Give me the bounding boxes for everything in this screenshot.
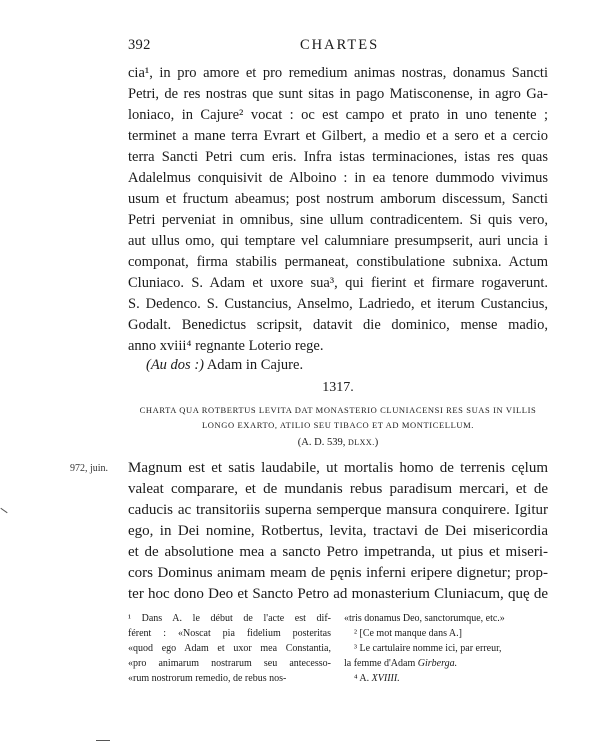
charter-date-sc: DLXX.: [347, 438, 375, 447]
footnote-text: la femme d'Adam: [344, 658, 418, 669]
charter-number: 1317.: [322, 380, 354, 395]
footnote-line: «pro animarum nostrarum seu antecesso-: [128, 658, 331, 669]
footnote-line: férent : «Noscat pia fidelium posteritas: [128, 628, 331, 639]
text-line: usum et fructum abeamus; post nostrum amborum discessum, Sancti: [128, 191, 548, 207]
text-line: valeat comparare, et de mundanis rebus paradisum mercari, et de: [128, 481, 548, 497]
charter-date-close: ): [374, 437, 379, 448]
text-line: terminet a mane terra Evrart et Gilbert, a medio et a sero et a cercio: [128, 128, 548, 144]
text-line: ter hoc dono Deo et Sancto Petro ad monasterium Cluniacum, quę de: [128, 586, 548, 602]
scan-mark: [96, 740, 110, 741]
footnote-line: [354, 672, 400, 686]
text-line: S. Dedenco. S. Custancius, Anselmo, Ladriedo, et iterum Custancius,: [128, 296, 548, 312]
footnote-line: ³ Le cartulaire nomme ici, par erreur,: [354, 643, 502, 654]
footnote-line: ² [Ce mot manque dans A.]: [354, 628, 462, 639]
footnote-line: ¹ Dans A. le début de l'acte est dif-: [128, 613, 331, 624]
footnote-line: «rum nostrorum remedio, de rebus nos-: [128, 673, 287, 684]
charter-title-line: LONGO EXARTO, ATILIO SEU TIBACO ET AD MONTICELLUM.: [202, 420, 474, 430]
text-line: aut ullus omo, qui temptare vel calumniare presumpserit, auri uncia i: [128, 233, 548, 249]
text-line: loniaco, in Cajure² vocat : oc est campo et prato in uno tenente ;: [128, 107, 548, 123]
charter-date-open: (A. D. 539,: [297, 437, 348, 448]
footnote-line: «tris donamus Deo, sanctorumque, etc.»: [344, 613, 505, 624]
text-line: Godalt. Benedictus scripsit, datavit die dominico, mense madio,: [128, 317, 548, 333]
running-head: CHARTES: [300, 37, 380, 53]
text-line: caducis ac transitoriis superna semperque mansura conquirere. Igitur: [128, 502, 548, 518]
text-line: terra Sancti Petri cum eris. Infra istas terminaciones, istas res quas: [128, 149, 548, 165]
footnote-italic: XVIIII.: [371, 673, 400, 684]
text-line: Petri, de res nostras que sunt sitas in pago Matisconense, in agro Ga-: [128, 86, 548, 102]
text-line: anno xviii⁴ regnante Loterio rege.: [128, 338, 324, 354]
text-line: cors Dominus animam meam de pęnis inferni eripere dignetur; prop-: [128, 565, 548, 581]
text-line: componat, firma stabilis permaneat, constibulatione subnixa. Actum: [128, 254, 548, 270]
charter-title-line: CHARTA QUA ROTBERTUS LEVITA DAT MONASTERIO CLUNIACENSI RES SUAS IN VILLIS: [139, 405, 537, 415]
charter-date: [0, 437, 590, 448]
scan-mark: [0, 508, 7, 513]
footnote-line: [344, 657, 457, 671]
text-line: et de absolutione mea a sancto Petro impetranda, ut pius et miseri-: [128, 544, 548, 560]
footnote-line: «quod ego Adam et uxor mea Constantia,: [128, 643, 331, 654]
text-line: Cluniaco. S. Adam et uxore sua³, qui fierint et firmare rogaverunt.: [128, 275, 548, 291]
text-line: Adalelmus conquisivit de Alboino : in ea tenore dummodo vivimus: [128, 170, 548, 186]
page-number: 392: [128, 37, 151, 53]
margin-date-note: 972, juin.: [70, 463, 109, 474]
footnote-text: ⁴ A.: [354, 673, 372, 684]
footnote-italic: Girberga.: [417, 658, 458, 669]
endorsement-label: (Au dos :): [146, 357, 204, 373]
endorsement-text: Adam in Cajure.: [204, 357, 304, 373]
text-line: Magnum est et satis laudabile, ut mortalis homo de terrenis cęlum: [128, 460, 548, 476]
text-line: cia¹, in pro amore et pro remedium animas nostras, donamus Sancti: [128, 65, 548, 81]
text-line: ego, in Dei nomine, Rotbertus, levita, tractavi de Dei misericordia: [128, 523, 548, 539]
endorsement: [146, 357, 303, 374]
text-line: Petri perveniat in omnibus, sine ullum contradicentem. Si quis vero,: [128, 212, 548, 228]
